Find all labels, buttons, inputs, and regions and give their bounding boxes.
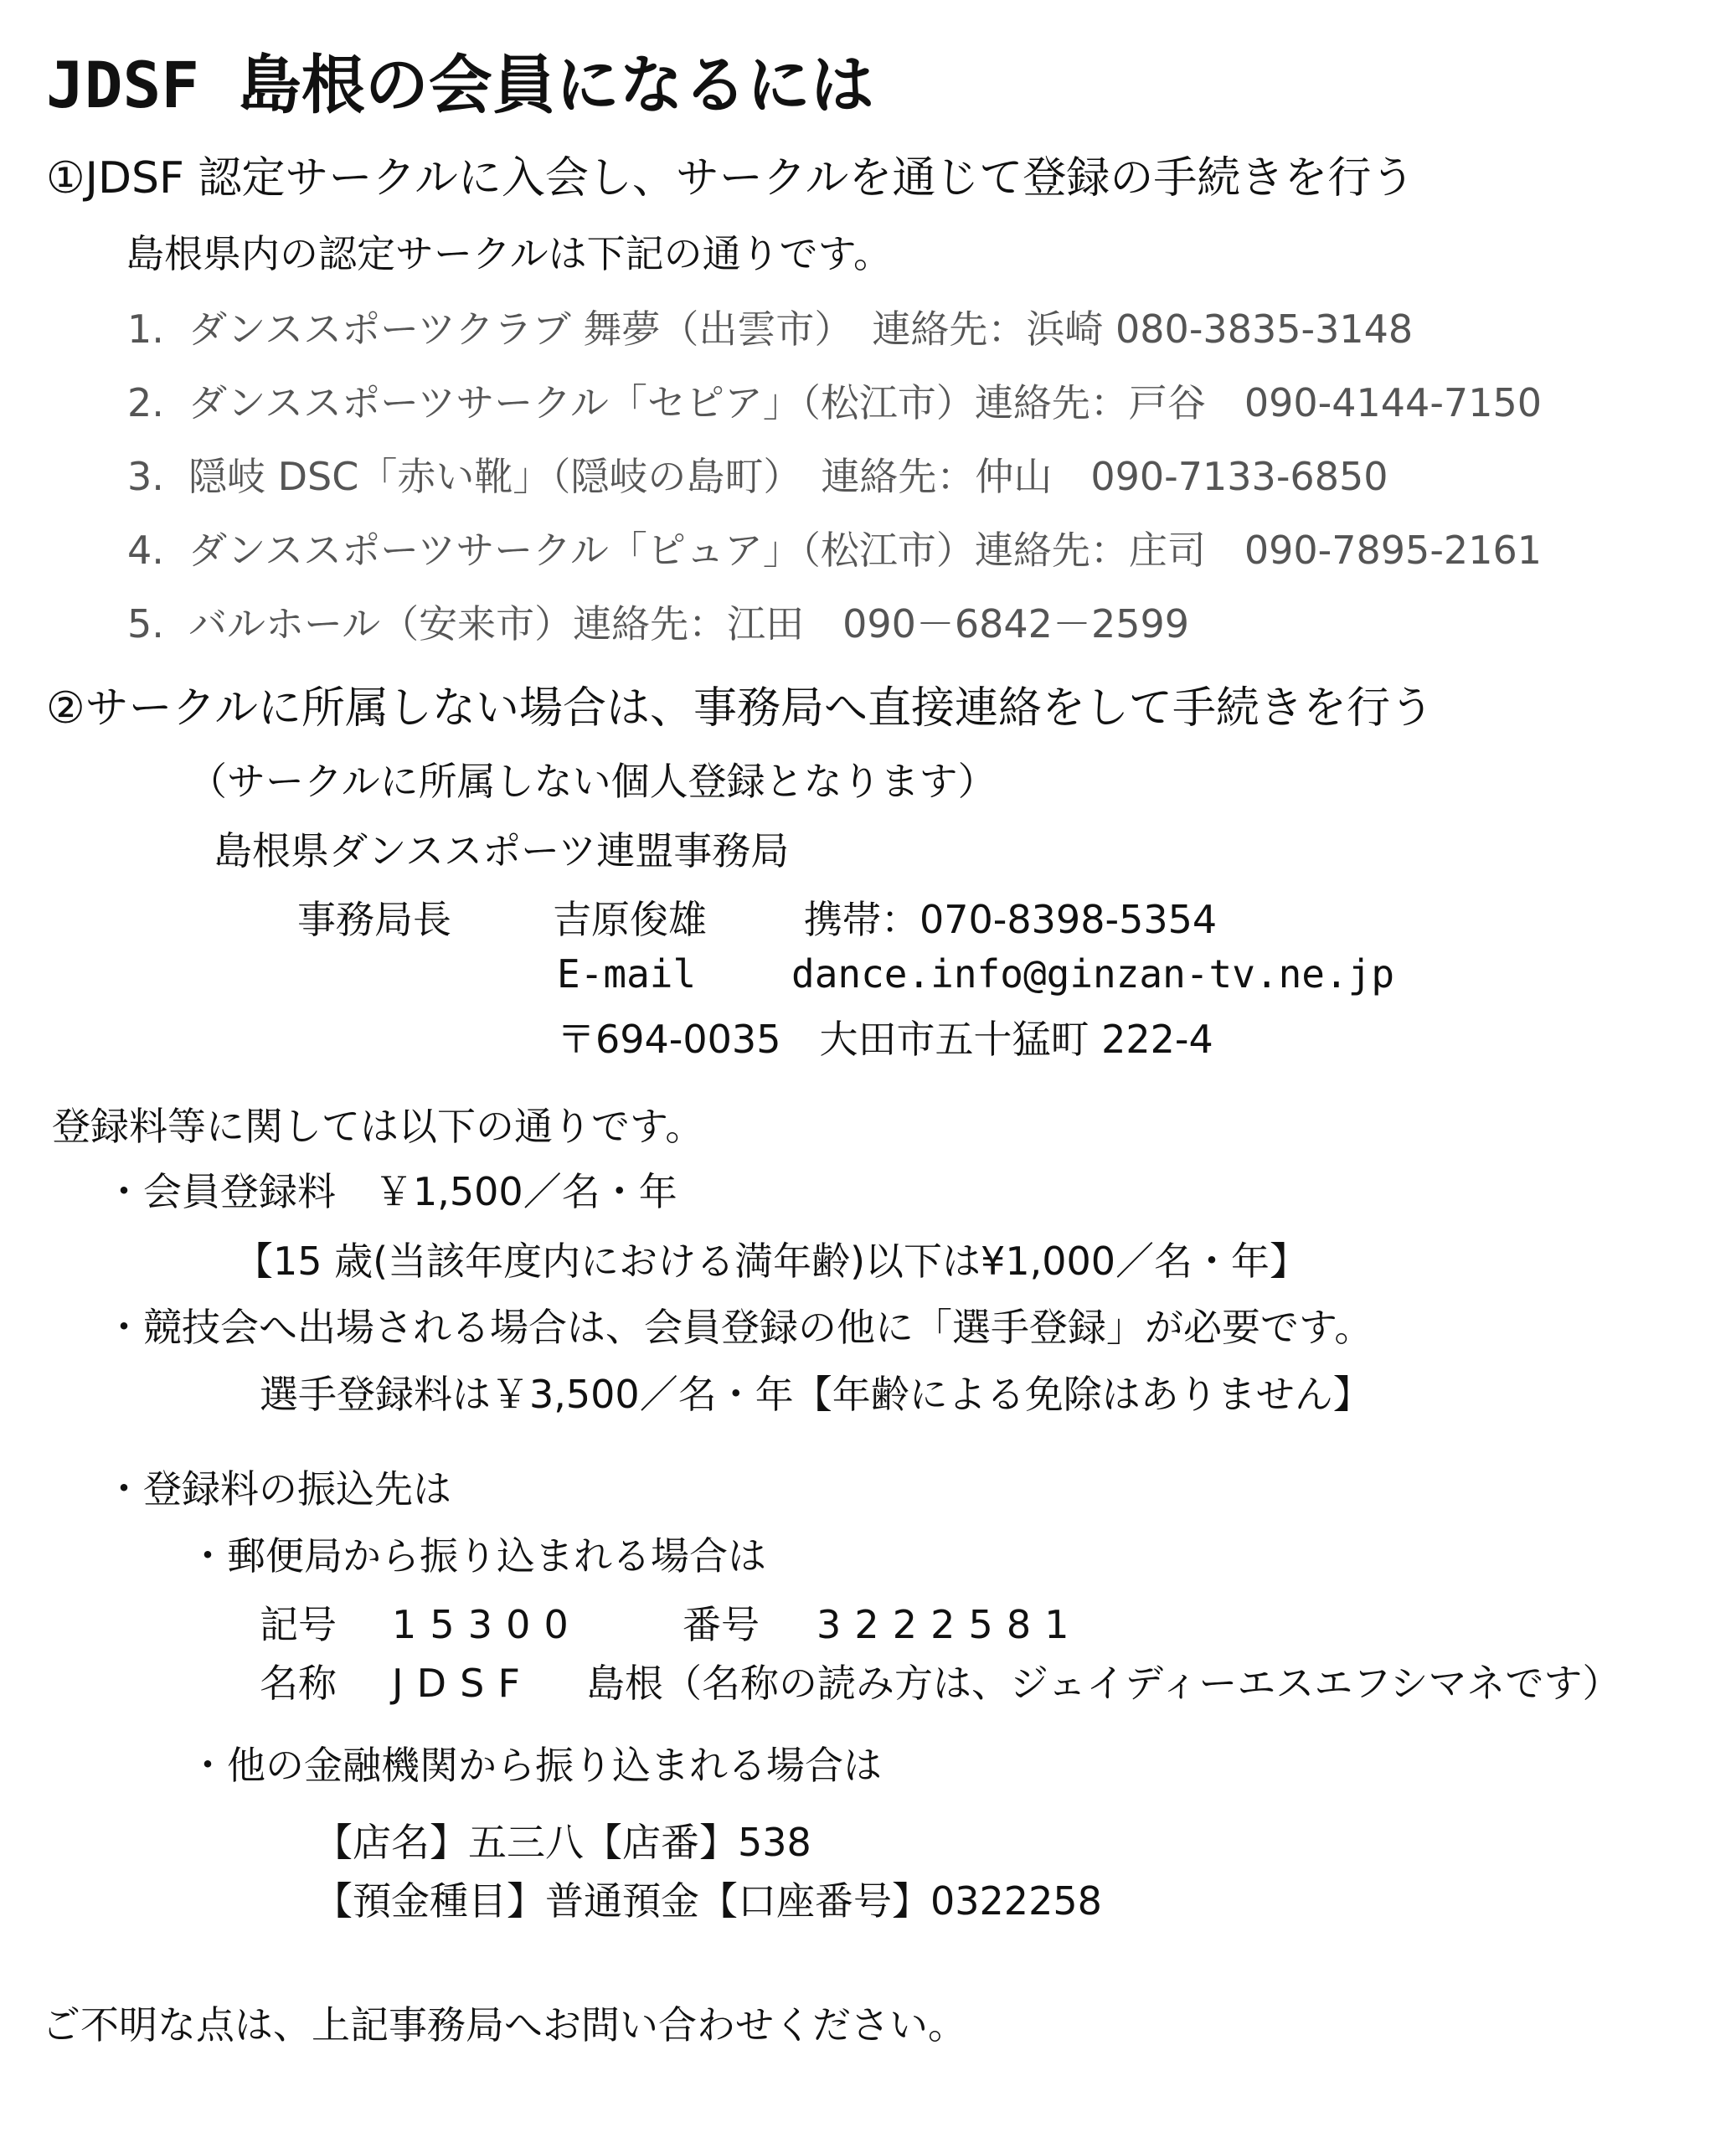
- director-name: 吉原俊雄: [553, 897, 707, 942]
- account-info: 【預金種目】普通預金【口座番号】0322258: [314, 1878, 1102, 1924]
- section1-intro: 島根県内の認定サークルは下記の通りです。: [126, 231, 892, 276]
- section2-heading: ②サークルに所属しない場合は、事務局へ直接連絡をして手続きを行う: [46, 683, 1435, 734]
- competition-note: ・競技会へ出場される場合は、会員登録の他に「選手登録」が必要です。: [105, 1305, 1373, 1350]
- member-fee: ・会員登録料 ￥1,500／名・年: [105, 1169, 677, 1214]
- symbol-value: 15300: [392, 1602, 582, 1647]
- symbol-label: 記号: [260, 1602, 337, 1647]
- director-title: 事務局長: [297, 897, 451, 942]
- footer-note: ご不明な点は、上記事務局へお問い合わせください。: [42, 2002, 966, 2048]
- list-item: ダンススポーツサークル「ピュア」（松江市）連絡先：庄司 090-7895-2161: [188, 528, 1542, 573]
- member-fee-note: 【15 歳(当該年度内における満年齢)以下は¥1,000／名・年】: [234, 1239, 1309, 1284]
- number-label: 番号: [683, 1602, 760, 1647]
- account-name-value: JDSF: [392, 1661, 534, 1706]
- list-item: ダンススポーツサークル「セピア」（松江市）連絡先：戸谷 090-4144-7150: [188, 380, 1542, 425]
- list-item: バルホール（安来市）連絡先：江田 090－6842－2599: [188, 601, 1190, 647]
- other-bank-heading: ・他の金融機関から振り込まれる場合は: [188, 1743, 882, 1788]
- account-name-reading: 島根（名称の読み方は、ジェイディーエスエフシマネです）: [586, 1661, 1621, 1706]
- transfer-heading: ・登録料の振込先は: [105, 1466, 451, 1512]
- post-office-heading: ・郵便局から振り込まれる場合は: [188, 1533, 766, 1579]
- email-label: E-mail: [557, 951, 697, 997]
- list-item-number: 2.: [127, 380, 164, 425]
- list-item: 隠岐 DSC「赤い靴」（隠岐の島町） 連絡先：仲山 090-7133-6850: [188, 454, 1388, 499]
- list-item-number: 5.: [127, 601, 164, 647]
- section1-heading: ①JDSF 認定サークルに入会し、サークルを通じて登録の手続きを行う: [46, 153, 1415, 203]
- number-value: 3222581: [816, 1602, 1083, 1647]
- fees-heading: 登録料等に関しては以下の通りです。: [52, 1104, 704, 1149]
- player-fee: 選手登録料は￥3,500／名・年【年齢による免除はありません】: [260, 1372, 1372, 1417]
- section2-note: （サークルに所属しない個人登録となります）: [188, 759, 997, 804]
- list-item-number: 3.: [127, 454, 164, 499]
- branch-info: 【店名】五三八【店番】538: [314, 1820, 811, 1865]
- office-email[interactable]: dance.info@ginzan-tv.ne.jp: [791, 951, 1395, 997]
- list-item: ダンススポーツクラブ 舞夢（出雲市） 連絡先：浜崎 080-3835-3148: [188, 307, 1414, 352]
- list-item-number: 4.: [127, 528, 164, 573]
- account-name-label: 名称: [260, 1661, 337, 1706]
- office-name: 島根県ダンススポーツ連盟事務局: [214, 828, 790, 873]
- office-phone: 携帯：070-8398-5354: [804, 897, 1218, 942]
- list-item-number: 1.: [127, 307, 164, 352]
- office-address: 〒694-0035 大田市五十猛町 222-4: [557, 1017, 1213, 1062]
- page-title: JDSF 島根の会員になるには: [46, 48, 874, 122]
